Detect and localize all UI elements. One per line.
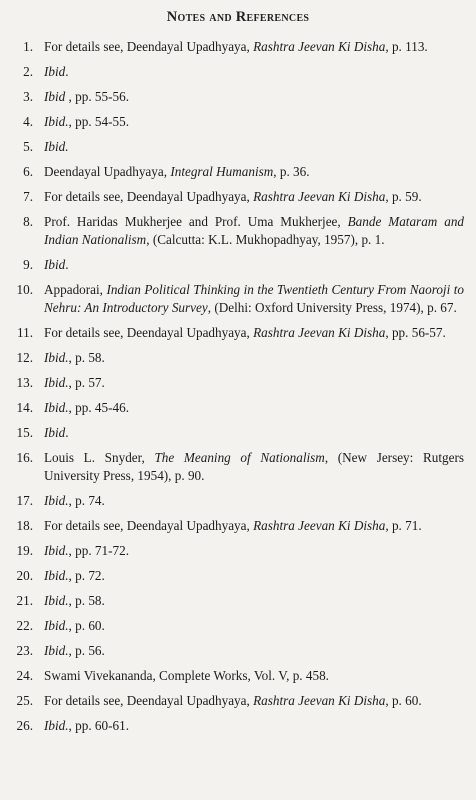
note-item	[0, 399, 476, 417]
note-item	[0, 324, 476, 342]
note-number: 17.	[16, 493, 33, 508]
note-text	[44, 617, 464, 635]
note-text-segment: , p. 72.	[68, 568, 105, 583]
italic-title: Ibid	[44, 425, 66, 440]
note-text	[44, 717, 464, 735]
note-text	[44, 38, 464, 56]
italic-title: Bande Mataram and Indian Nationalism	[44, 214, 465, 247]
note-text	[44, 449, 464, 485]
note-number: 11.	[17, 325, 33, 340]
note-text	[44, 492, 464, 510]
note-item	[0, 349, 476, 367]
note-item	[0, 449, 476, 485]
note-text	[44, 374, 464, 392]
italic-title: Ibid.	[44, 114, 69, 129]
note-number: 15.	[16, 425, 33, 440]
note-text-segment: For details see, Deendayal Upadhyaya,	[44, 693, 254, 708]
note-text-segment: Appadorai,	[44, 282, 107, 297]
note-number: 7.	[23, 189, 33, 204]
note-text-segment: , pp. 56-57.	[385, 325, 446, 340]
note-item	[0, 517, 476, 535]
note-item	[0, 138, 476, 156]
note-item	[0, 717, 476, 735]
note-number: 22.	[16, 618, 33, 633]
italic-title: Ibid.	[44, 493, 69, 508]
note-text	[44, 642, 464, 660]
note-text-segment: For details see, Deendayal Upadhyaya,	[44, 39, 254, 54]
note-text	[44, 138, 464, 156]
note-text-segment: .	[65, 425, 69, 440]
italic-title: Indian Political Thinking in the Twentieth Century From Naoroji to Nehru: An Introductory Survey	[44, 282, 464, 315]
note-text-segment: , p. 36.	[273, 164, 310, 179]
note-item	[0, 424, 476, 442]
note-number: 26.	[16, 718, 33, 733]
note-text	[44, 349, 464, 367]
note-text-segment: Prof. Haridas Mukherjee and Prof. Uma Mukherjee,	[44, 214, 348, 229]
note-text-segment: , p. 58.	[68, 350, 105, 365]
note-text-segment: Deendayal Upadhyaya,	[44, 164, 171, 179]
note-text-segment: , p. 74.	[68, 493, 105, 508]
italic-title: Ibid.	[44, 618, 69, 633]
note-text-segment: For details see, Deendayal Upadhyaya,	[44, 325, 254, 340]
note-number: 14.	[16, 400, 33, 415]
note-item	[0, 63, 476, 81]
note-item	[0, 542, 476, 560]
italic-title: Ibid	[44, 89, 66, 104]
note-number: 19.	[16, 543, 33, 558]
italic-title: Ibid.	[44, 375, 69, 390]
note-text	[44, 188, 464, 206]
note-item	[0, 213, 476, 249]
note-number: 23.	[16, 643, 33, 658]
note-item	[0, 38, 476, 56]
italic-title: Ibid.	[44, 718, 69, 733]
note-text-segment: For details see, Deendayal Upadhyaya,	[44, 518, 254, 533]
note-text	[44, 256, 464, 274]
italic-title: Ibid.	[44, 139, 69, 154]
note-item	[0, 617, 476, 635]
italic-title: Ibid.	[44, 350, 69, 365]
italic-title: Ibid.	[44, 543, 69, 558]
note-text-segment: .	[65, 257, 69, 272]
note-number: 16.	[16, 450, 33, 465]
note-number: 2.	[23, 64, 33, 79]
note-text	[44, 324, 464, 342]
note-text-segment: , p. 113.	[385, 39, 428, 54]
note-number: 1.	[23, 39, 33, 54]
note-number: 9.	[23, 257, 33, 272]
note-number: 6.	[23, 164, 33, 179]
note-text-segment: , p. 60.	[385, 693, 422, 708]
note-number: 8.	[23, 214, 33, 229]
note-number: 13.	[16, 375, 33, 390]
note-text	[44, 542, 464, 560]
note-text	[44, 567, 464, 585]
note-item	[0, 492, 476, 510]
note-text-segment: , pp. 71-72.	[68, 543, 129, 558]
note-item	[0, 281, 476, 317]
note-text	[44, 592, 464, 610]
note-text	[44, 88, 464, 106]
note-text-segment: .	[65, 64, 69, 79]
italic-title: Ibid	[44, 257, 66, 272]
note-item	[0, 592, 476, 610]
note-text-segment: , pp. 54-55.	[68, 114, 129, 129]
note-text	[44, 213, 464, 249]
note-text	[44, 424, 464, 442]
note-text-segment: , (Delhi: Oxford University Press, 1974), p. 67.	[207, 300, 457, 315]
note-number: 4.	[23, 114, 33, 129]
italic-title: Rashtra Jeevan Ki Disha	[253, 39, 386, 54]
note-text	[44, 692, 464, 710]
note-text-segment: , p. 71.	[385, 518, 422, 533]
note-number: 10.	[16, 282, 33, 297]
note-number: 24.	[16, 668, 33, 683]
note-text	[44, 667, 464, 685]
note-text	[44, 63, 464, 81]
note-text	[44, 163, 464, 181]
note-text-segment: Swami Vivekananda, Complete Works, Vol. V, p. 458.	[44, 668, 329, 683]
note-text	[44, 113, 464, 131]
note-item	[0, 188, 476, 206]
note-text-segment: , p. 57.	[68, 375, 105, 390]
note-text-segment: For details see, Deendayal Upadhyaya,	[44, 189, 254, 204]
note-number: 25.	[16, 693, 33, 708]
italic-title: Rashtra Jeevan Ki Disha	[253, 518, 386, 533]
note-number: 18.	[16, 518, 33, 533]
note-item	[0, 256, 476, 274]
italic-title: Ibid	[44, 64, 66, 79]
note-text	[44, 281, 464, 317]
note-text-segment: , (New Jersey: Rutgers University Press, 1954), p. 90.	[44, 450, 464, 483]
note-number: 21.	[16, 593, 33, 608]
italic-title: Ibid.	[44, 568, 69, 583]
italic-title: Rashtra Jeevan Ki Disha	[253, 189, 386, 204]
italic-title: Rashtra Jeevan Ki Disha	[253, 325, 386, 340]
note-text-segment: , pp. 55-56.	[65, 89, 129, 104]
note-text-segment: , p. 58.	[68, 593, 105, 608]
note-text-segment: , p. 60.	[68, 618, 105, 633]
note-item	[0, 113, 476, 131]
note-number: 12.	[16, 350, 33, 365]
note-item	[0, 567, 476, 585]
italic-title: Ibid.	[44, 400, 69, 415]
note-text	[44, 517, 464, 535]
note-text-segment: , pp. 60-61.	[68, 718, 129, 733]
note-number: 5.	[23, 139, 33, 154]
note-text-segment: , p. 59.	[385, 189, 422, 204]
note-text-segment: , p. 56.	[68, 643, 105, 658]
note-item	[0, 667, 476, 685]
italic-title: The Meaning of Nationalism	[154, 450, 325, 465]
note-item	[0, 692, 476, 710]
note-text-segment: , (Calcutta: K.L. Mukhopadhyay, 1957), p. 1.	[146, 232, 385, 247]
note-text	[44, 399, 464, 417]
note-text-segment: Louis L. Snyder,	[44, 450, 155, 465]
italic-title: Rashtra Jeevan Ki Disha	[253, 693, 386, 708]
notes-list	[0, 38, 476, 742]
italic-title: Integral Humanism	[170, 164, 274, 179]
note-item	[0, 374, 476, 392]
note-number: 20.	[16, 568, 33, 583]
page-heading: Notes and References	[166, 9, 310, 25]
note-item	[0, 88, 476, 106]
note-text-segment: , pp. 45-46.	[68, 400, 129, 415]
italic-title: Ibid.	[44, 643, 69, 658]
italic-title: Ibid.	[44, 593, 69, 608]
note-item	[0, 163, 476, 181]
note-number: 3.	[23, 89, 33, 104]
note-item	[0, 642, 476, 660]
